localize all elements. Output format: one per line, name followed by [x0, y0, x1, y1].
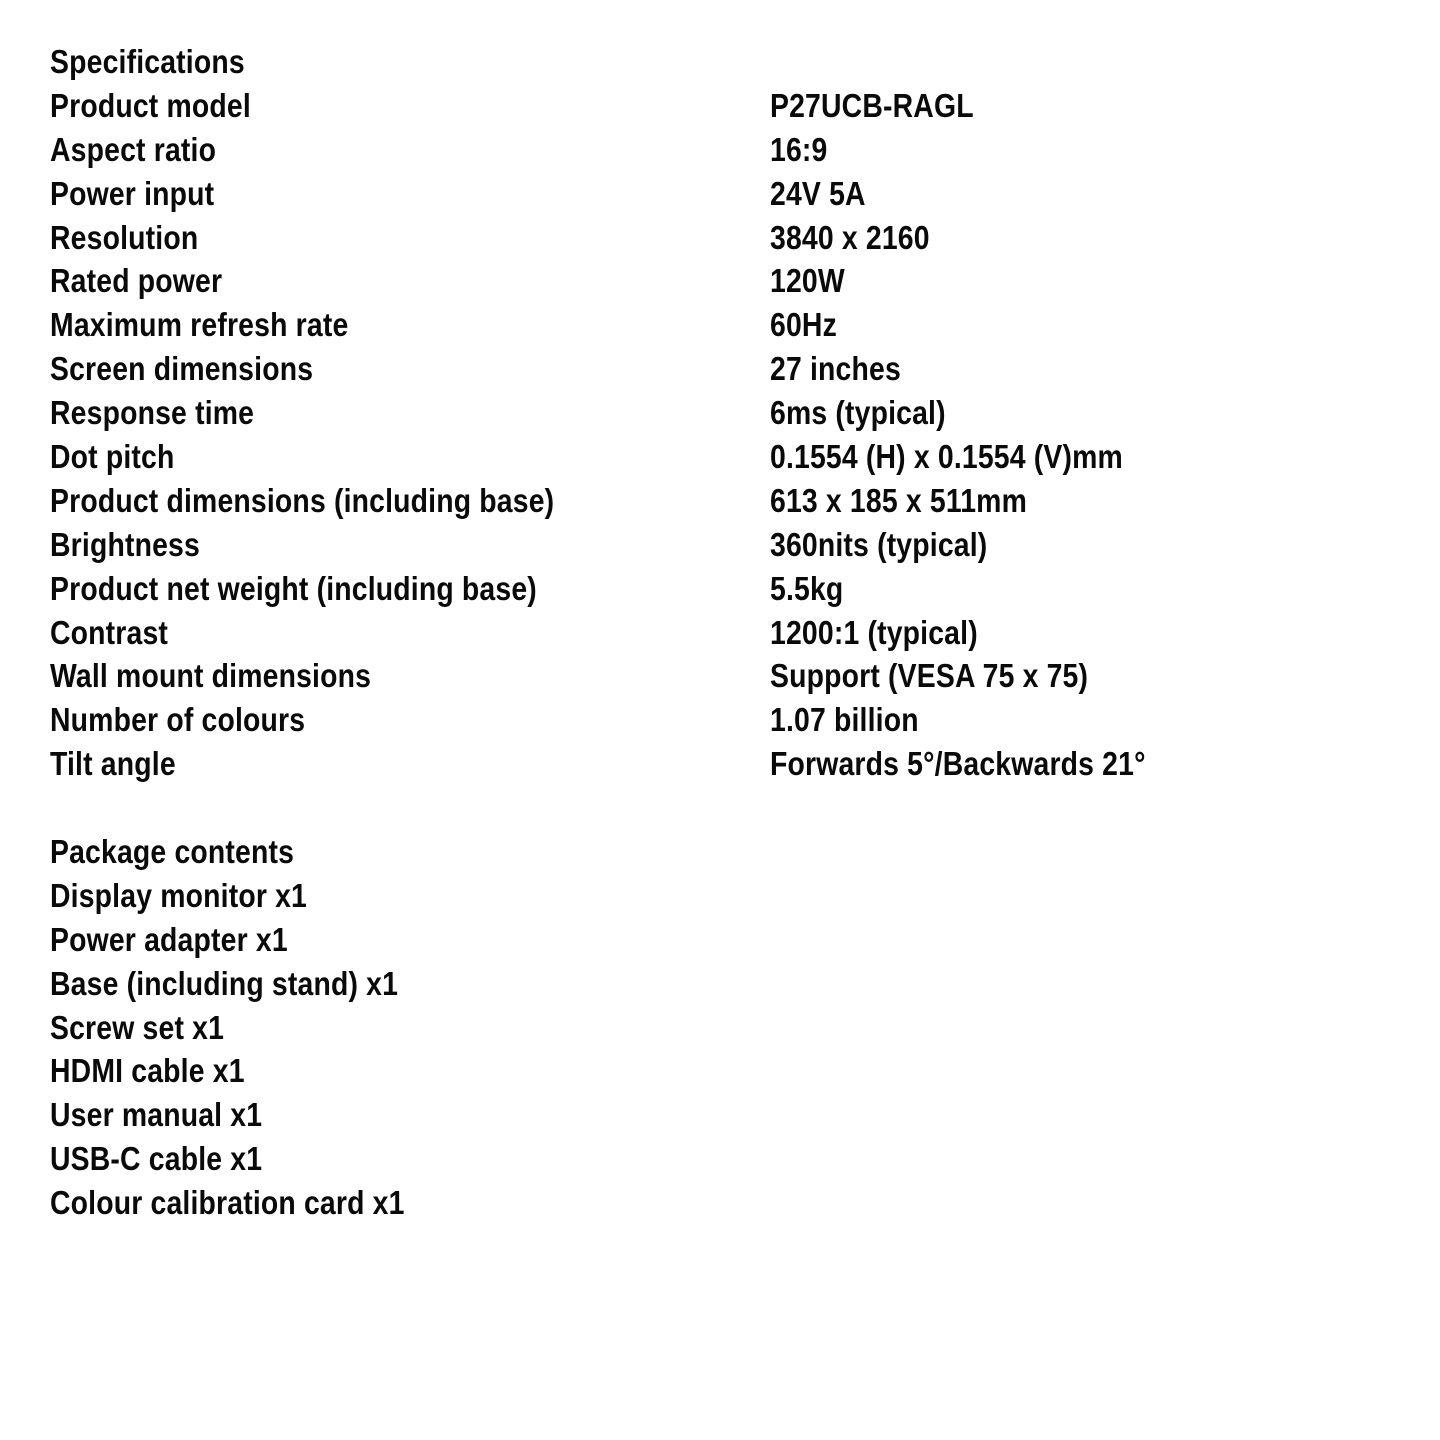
package-item	[50, 874, 1410, 918]
spec-value: 5.5kg	[770, 569, 844, 607]
spec-label: Product net weight (including base)	[50, 569, 537, 607]
spec-label: Screen dimensions	[50, 350, 314, 388]
spec-value: Forwards 5°/Backwards 21°	[770, 745, 1146, 783]
section-spacer	[50, 786, 1410, 830]
package-item-text: Power adapter x1	[50, 920, 288, 958]
spec-label: Number of colours	[50, 701, 306, 739]
package-item-text: Base (including stand) x1	[50, 964, 399, 1002]
spec-value: P27UCB-RAGL	[770, 86, 974, 124]
spec-row-brightness	[50, 523, 1410, 567]
spec-row-rated-power	[50, 259, 1410, 303]
package-item	[50, 1181, 1410, 1225]
spec-label: Tilt angle	[50, 745, 176, 783]
package-contents-section	[50, 830, 1410, 1225]
spec-value: 360nits (typical)	[770, 525, 988, 563]
package-item	[50, 1137, 1410, 1181]
spec-row-max-refresh-rate	[50, 303, 1410, 347]
spec-row-product-model	[50, 84, 1410, 128]
spec-value: 27 inches	[770, 350, 901, 388]
package-item	[50, 918, 1410, 962]
spec-label: Contrast	[50, 613, 169, 651]
package-contents-heading: Package contents	[50, 833, 295, 871]
package-item	[50, 962, 1410, 1006]
package-item-text: Display monitor x1	[50, 876, 308, 914]
spec-value: 120W	[770, 262, 845, 300]
specifications-heading-row	[50, 40, 1410, 84]
spec-sheet	[50, 40, 1410, 1225]
spec-value: 1200:1 (typical)	[770, 613, 978, 651]
spec-value: 60Hz	[770, 306, 837, 344]
specifications-section	[50, 40, 1410, 786]
spec-row-contrast	[50, 611, 1410, 655]
package-contents-heading-row	[50, 830, 1410, 874]
spec-row-response-time	[50, 391, 1410, 435]
spec-row-product-dimensions	[50, 479, 1410, 523]
spec-label: Brightness	[50, 525, 200, 563]
spec-row-screen-dimensions	[50, 347, 1410, 391]
spec-label: Wall mount dimensions	[50, 657, 372, 695]
package-item-text: HDMI cable x1	[50, 1052, 245, 1090]
spec-label: Resolution	[50, 218, 199, 256]
spec-value: 3840 x 2160	[770, 218, 930, 256]
spec-value: Support (VESA 75 x 75)	[770, 657, 1089, 695]
spec-row-dot-pitch	[50, 435, 1410, 479]
specifications-heading: Specifications	[50, 43, 245, 80]
package-item	[50, 1049, 1410, 1093]
spec-row-aspect-ratio	[50, 128, 1410, 172]
spec-row-wall-mount	[50, 654, 1410, 698]
package-item-text: Colour calibration card x1	[50, 1184, 405, 1222]
spec-row-resolution	[50, 216, 1410, 260]
package-item-text: User manual x1	[50, 1096, 263, 1134]
spec-value: 16:9	[770, 130, 828, 168]
spec-label: Product model	[50, 86, 251, 124]
spec-row-tilt-angle	[50, 742, 1410, 786]
spec-label: Response time	[50, 394, 255, 432]
spec-row-power-input	[50, 172, 1410, 216]
spec-value: 0.1554 (H) x 0.1554 (V)mm	[770, 438, 1123, 476]
spec-row-net-weight	[50, 567, 1410, 611]
spec-label: Power input	[50, 174, 215, 212]
spec-row-number-of-colours	[50, 698, 1410, 742]
spec-value: 24V 5A	[770, 174, 866, 212]
package-item-text: USB-C cable x1	[50, 1140, 263, 1178]
package-item	[50, 1006, 1410, 1050]
spec-label: Rated power	[50, 262, 223, 300]
spec-label: Maximum refresh rate	[50, 306, 349, 344]
package-item	[50, 1093, 1410, 1137]
spec-value: 613 x 185 x 511mm	[770, 481, 1027, 519]
package-item-text: Screw set x1	[50, 1008, 225, 1046]
spec-label: Aspect ratio	[50, 130, 217, 168]
spec-value: 6ms (typical)	[770, 394, 946, 432]
spec-label: Product dimensions (including base)	[50, 481, 555, 519]
spec-value: 1.07 billion	[770, 701, 919, 739]
spec-label: Dot pitch	[50, 438, 175, 476]
